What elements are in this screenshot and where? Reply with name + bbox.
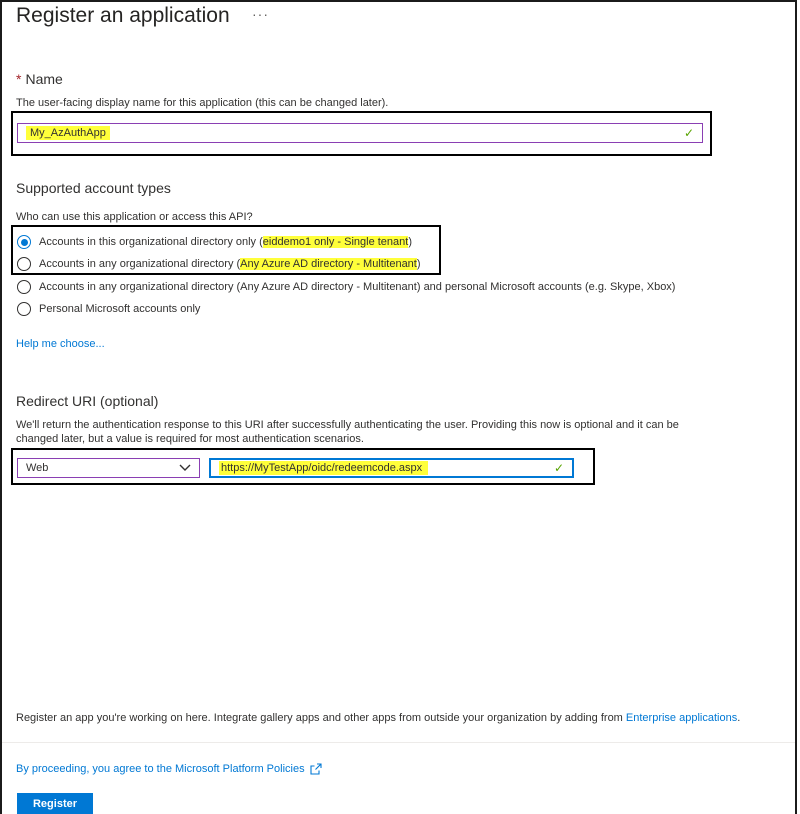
required-mark: * xyxy=(16,71,22,87)
register-info-label: Register an app you're working on here. Integrate gallery apps and other apps from outside your organization by adding from xyxy=(16,712,626,724)
radio-selected-icon[interactable] xyxy=(17,235,31,249)
checkmark-icon: ✓ xyxy=(683,126,694,140)
radio-single-tenant[interactable] xyxy=(17,234,412,250)
platform-policies-label: By proceeding, you agree to the Microsoft Platform Policies xyxy=(16,763,305,775)
name-heading xyxy=(16,71,63,87)
radio-label-tail: ) xyxy=(408,236,412,248)
enterprise-applications-link[interactable]: Enterprise applications xyxy=(625,712,738,724)
radio-multitenant-personal[interactable] xyxy=(17,279,675,295)
page-title: Register an application xyxy=(16,4,230,27)
radio-unselected-icon[interactable] xyxy=(17,257,31,271)
radio-label-tail: ) xyxy=(416,258,421,270)
account-types-heading: Supported account types xyxy=(16,180,171,196)
redirect-uri-value: https://MyTestApp/oidc/redeemcode.aspx xyxy=(219,461,428,475)
platform-policies-link[interactable] xyxy=(16,763,322,775)
app-name-input[interactable] xyxy=(17,123,703,143)
name-heading-label: Name xyxy=(25,71,63,87)
account-types-question: Who can use this application or access this API? xyxy=(16,211,253,223)
radio-unselected-icon[interactable] xyxy=(17,280,31,294)
radio-multitenant[interactable] xyxy=(17,256,421,272)
redirect-description: We'll return the authentication response to this URI after successfully authenticating the user. Providing this now is optional and it can be changed later, but a value is required for most authentication scenarios. xyxy=(16,419,679,445)
radio-label: Accounts in this organizational directory only ( xyxy=(39,236,263,248)
checkmark-icon: ✓ xyxy=(553,461,564,475)
redirect-heading: Redirect URI (optional) xyxy=(16,393,159,409)
register-info-text xyxy=(16,712,740,724)
more-icon[interactable]: ··· xyxy=(252,6,269,22)
radio-label-highlight: Any Azure AD directory - Multitenant xyxy=(240,258,417,270)
radio-label: Accounts in any organizational directory (Any Azure AD directory - Multitenant) and personal Microsoft accounts (e.g. Skype, Xbox) xyxy=(39,281,676,293)
radio-unselected-icon[interactable] xyxy=(17,302,31,316)
radio-label-highlight: eiddemo1 only - Single tenant xyxy=(262,236,409,248)
radio-label: Accounts in any organizational directory ( xyxy=(39,258,241,270)
external-link-icon xyxy=(310,763,322,775)
platform-value: Web xyxy=(26,462,49,474)
help-me-choose-link[interactable]: Help me choose... xyxy=(16,338,105,350)
radio-personal-only[interactable] xyxy=(17,301,200,317)
app-name-value: My_AzAuthApp xyxy=(26,126,110,140)
name-description: The user-facing display name for this application (this can be changed later). xyxy=(16,97,389,109)
radio-label: Personal Microsoft accounts only xyxy=(39,303,201,315)
platform-select[interactable] xyxy=(17,458,200,478)
redirect-uri-input[interactable] xyxy=(209,458,574,478)
register-info-end: . xyxy=(737,712,741,724)
chevron-down-icon xyxy=(179,464,191,472)
register-button[interactable]: Register xyxy=(17,793,93,814)
footer-divider xyxy=(2,742,795,743)
